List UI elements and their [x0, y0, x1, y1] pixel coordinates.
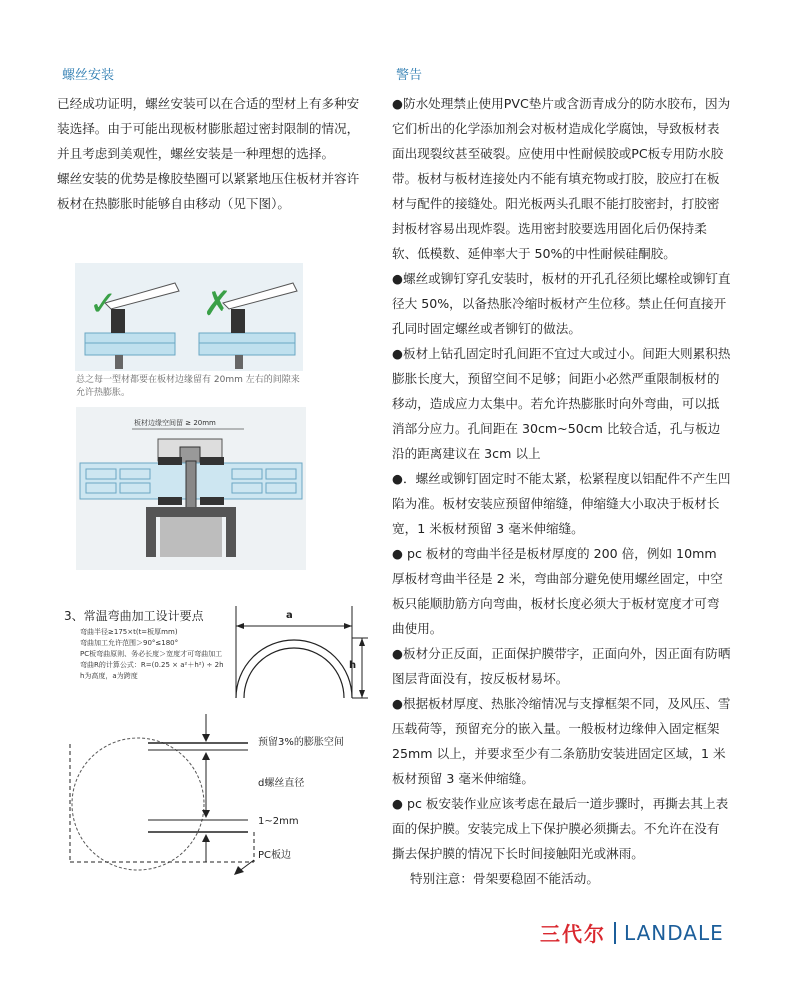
- figure-screw-comparison: [75, 263, 303, 371]
- brand-cn: 三代尔: [540, 922, 606, 946]
- warning-item: ● pc 板材的弯曲半径是板材厚度的 200 倍，例如 10mm 厚板材弯曲半径是 2 米，弯曲部分避免使用螺丝固定，中空板只能顺肋筋方向弯曲，板材长度必须大于板材宽度才可弯曲使用。: [392, 546, 723, 636]
- dim-h-label: h: [349, 660, 357, 671]
- cross-section-svg: [76, 407, 306, 570]
- hole-diagram: [58, 712, 258, 880]
- bending-note: h为高度，a为跨度: [80, 672, 138, 680]
- svg-text:✓: ✓: [89, 284, 118, 324]
- warning-item: ●板材上钻孔固定时孔间距不宜过大或过小。间距大则累积热膨胀长度大，预留空间不足够；间距小必然严重限制板材的移动，造成应力太集中。若允许热膨胀时向外弯曲，可以抵消部分应力。孔间距在 30cm~50cm 比较合适，孔与板边沿的距离建议在 3cm 以上: [392, 346, 731, 461]
- bending-title: 3、常温弯曲加工设计要点: [64, 609, 204, 623]
- left-heading: 螺丝安装: [62, 68, 115, 83]
- figure-cross-section: [76, 407, 306, 570]
- bending-notes: [80, 627, 230, 682]
- hole-label-edge: PC板边: [258, 850, 292, 861]
- figure1-caption: 总之每一型材都要在板材边缘留有 20mm 左右的间隙来允许热膨胀。: [76, 375, 300, 398]
- svg-text:✗: ✗: [203, 284, 232, 324]
- brand-logo: [540, 918, 724, 947]
- bending-note: 弯曲R的计算公式：R=(0.25 × a²＋h²) ÷ 2h: [80, 661, 224, 669]
- right-heading: 警告: [396, 68, 423, 83]
- warning-item: ● pc 板安装作业应该考虑在最后一道步骤时，再撕去其上表面的保护膜。安装完成上下保护膜必须撕去。不允许在没有撕去保护膜的情况下长时间接触阳光或淋雨。: [392, 796, 729, 861]
- dim-a-label: a: [286, 610, 293, 621]
- brand-en: LANDALE: [624, 920, 724, 945]
- hole-label-expansion: 预留3%的膨胀空间: [258, 737, 344, 748]
- bending-note: PC板弯曲原则、务必长度＞宽度才可弯曲加工: [80, 650, 223, 658]
- right-paragraphs: [392, 91, 732, 891]
- figure-screw-svg: [75, 263, 303, 371]
- warning-item: ●防水处理禁止使用PVC垫片或含沥青成分的防水胶布，因为它们析出的化学添加剂会对板材造成化学腐蚀，导致板材表面出现裂纹甚至破裂。应使用中性耐候胶或PC板专用防水胶带。板材与板材连接处内不能有填充物或打胶，胶应打在板材与配件的接缝处。阳光板两头孔眼不能打胶密封，打胶密封板材容易出现炸裂。选用密封胶要选用固化后仍保持柔软、低模数、延伸率大于 50%的中性耐候硅酮胶。: [392, 96, 731, 261]
- figure2-label: 板材边缘空间留 ≥ 20mm: [134, 419, 216, 427]
- warning-item: ●根据板材厚度、热胀冷缩情况与支撑框架不同，及风压、雪压载荷等，预留充分的嵌入量。一般板材边缘伸入固定框架 25mm 以上，并要求至少有二条筋肋安装进固定区域，1 米板材预留 3 毫米伸缩缝。: [392, 696, 731, 786]
- warning-item: ●．螺丝或铆钉固定时不能太紧，松紧程度以铝配件不产生凹陷为准。板材安装应预留伸缩缝，伸缩缝大小取决于板材长宽，1 米板材预留 3 毫米伸缩缝。: [392, 471, 731, 536]
- special-note: 特别注意：骨架要稳固不能活动。: [410, 871, 599, 886]
- hole-label-diameter: d螺丝直径: [258, 778, 305, 789]
- warning-item: ●螺丝或铆钉穿孔安装时，板材的开孔孔径须比螺栓或铆钉直径大 50%，以备热胀冷缩时板材产生位移。禁止任何直接开孔同时固定螺丝或者铆钉的做法。: [392, 271, 731, 336]
- warning-item: ●板材分正反面，正面保护膜带字，正面向外，因正面有防晒图层背面没有，按反板材易坏。: [392, 646, 731, 686]
- hole-label-gap: 1~2mm: [258, 816, 299, 827]
- bending-note: 弯曲加工允许范围＞90°≤180°: [80, 639, 179, 647]
- left-paragraphs: [57, 91, 363, 216]
- left-paragraph: 螺丝安装的优势是橡胶垫圈可以紧紧地压住板材并容许板材在热膨胀时能够自由移动（见下图）。: [57, 171, 360, 211]
- left-paragraph: 已经成功证明，螺丝安装可以在合适的型材上有多种安装选择。由于可能出现板材膨胀超过密封限制的情况，并且考虑到美观性，螺丝安装是一种理想的选择。: [57, 96, 360, 161]
- arch-diagram: [228, 602, 370, 712]
- brand-divider: [614, 922, 616, 944]
- bending-note: 弯曲半径≥175×t(t=板厚mm): [80, 628, 178, 636]
